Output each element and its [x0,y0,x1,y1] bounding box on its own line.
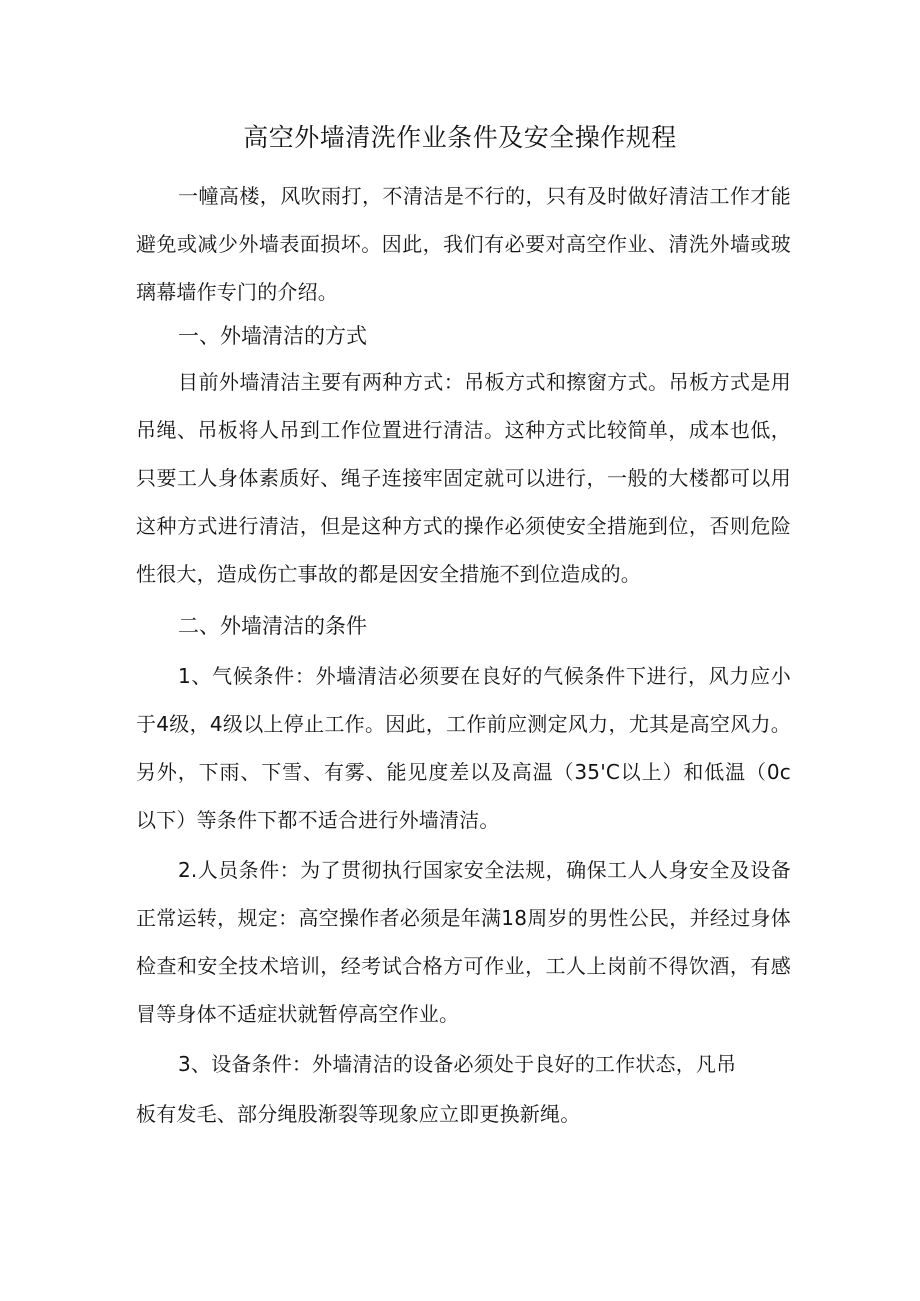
section-heading-conditions: 二、外墙清洁的条件 [178,614,367,638]
personnel-condition-paragraph: 2.人员条件：为了贯彻执行国家安全法规，确保工人人身安全及设备正常运转，规定：高空操作者必须是年满18周岁的男性公民，并经过身体检查和安全技术培训，经考试合格方可作业，工人上岗前不得饮酒，有感冒等身体不适症状就暂停高空作业。 [136,858,791,1026]
equipment-condition-line-2: 板有发毛、部分绳股渐裂等现象应立即更换新绳。 [136,1102,581,1126]
document-title: 高空外墙清洗作业条件及安全操作规程 [243,123,677,152]
methods-paragraph: 目前外墙清洁主要有两种方式：吊板方式和擦窗方式。吊板方式是用吊绳、吊板将人吊到工作位置进行清洁。这种方式比较简单，成本也低，只要工人身体素质好、绳子连接牢固定就可以进行，一般的大楼都可以用这种方式进行清洁，但是这种方式的操作必须使安全措施到位，否则危险性很大，造成伤亡事故的都是因安全措施不到位造成的。 [136,370,791,586]
section-heading-methods: 一、外墙清洁的方式 [178,324,367,348]
weather-condition-paragraph: 1、气候条件：外墙清洁必须要在良好的气候条件下进行，风力应小于4级，4级以上停止工作。因此，工作前应测定风力，尤其是高空风力。另外，下雨、下雪、有雾、能见度差以及高温（35'C以上）和低温（0c以下）等条件下都不适合进行外墙清洁。 [136,664,791,832]
equipment-condition-line-1: 3、设备条件：外墙清洁的设备必须处于良好的工作状态，凡吊 [178,1052,737,1076]
intro-paragraph: 一幢高楼，风吹雨打，不清洁是不行的，只有及时做好清洁工作才能避免或减少外墙表面损坏。因此，我们有必要对高空作业、清洗外墙或玻璃幕墙作专门的介绍。 [136,184,791,304]
